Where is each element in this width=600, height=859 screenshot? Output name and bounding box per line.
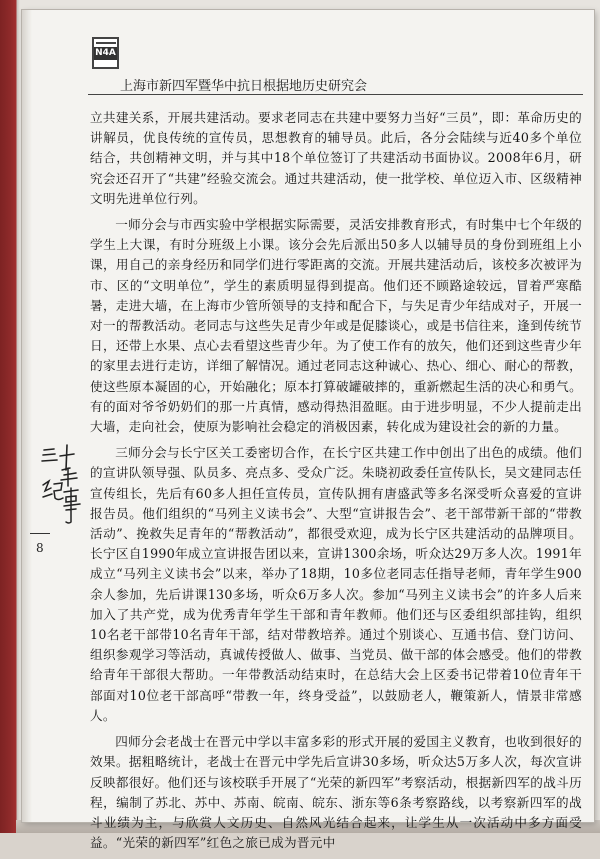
n4a-logo: [92, 37, 119, 69]
header-divider: [88, 94, 583, 95]
running-header-title: 上海市新四军暨华中抗日根据地历史研究会: [120, 79, 368, 94]
paragraph-3: 三师分会与长宁区关工委密切合作，在长宁区共建工作中创出了出色的成绩。他们的宣讲队领导强、队员多、亮点多、受众广泛。朱晓初政委任宣传队长，吴文建同志任宣传组长，先后有60多人担任宣传员，宣传队拥有唐盛武等多名深受听众喜爱的宣讲报告员。他们组织的“马列主义读书会”、大型“宣讲报告会”、老干部带新干部的“带教活动”、挽救失足青年的“帮教活动”，都很受欢迎，成为长宁区共建活动的品牌项目。长宁区自1990年成立宣讲报告团以来，宣讲1300余场，听众达29万多人次。1991年成立“马列主义读书会”以来，举办了18期，10多位老同志任指导老师，青年学生900余人参加，先后讲课130多场，听众6万多人次。参加“马列主义读书会”的许多人后来加入了共产党，成为优秀青年学生干部和青年教师。他们还与区委组织部挂钩，组织10名老干部带10名青年干部，结对带教培养。通过个别谈心、互通书信、登门访问、组织参观学习等活动，真诚传授做人、做事、当党员、做干部的体会感受。他们的带教给青年干部很大帮助。一年带教活动结束时，在总结大会上区委书记带着10位青年干部面对10位老干部高呼“带教一年，终身受益”，以鼓励老人，鞭策新人，情景非常感人。: [90, 445, 582, 723]
page-number: 8: [36, 541, 44, 555]
paragraph-2: 一师分会与市西实验中学根据实际需要，灵活安排教育形式，有时集中七个年级的学生上大课，有时分班级上小课。该分会先后派出50多人以辅导员的身份到班组上小课，用自己的亲身经历和同学们进行零距离的交流。开展共建活动后，该校多次被评为市、区的“文明单位”，学生的素质明显得到提高。他们还不顾路途较远，冒着严寒酷暑，走进大墙，在上海市少管所领导的支持和配合下，与失足青少年结成对子，开展一对一的帮教活动。老同志与这些失足青少年或是促膝谈心，或是书信往来，逢到传统节日，还带上水果、点心去看望这些青少年。为了使工作有的放矢，他们还到这些青少年的家里去进行走访，详细了解情况。通过老同志这种诚心、热心、细心、耐心的帮教，使这些原本凝固的心，开始融化；原本打算破罐破摔的，重新燃起生活的决心和勇气。有的面对爷爷奶奶们的那一片真情，感动得热泪盈眶。由于进步明显，不少人提前走出大墙，走向社会，使原为影响社会稳定的消极因素，转化成为建设社会的新的力量。: [90, 217, 582, 435]
calligraphy-side-mark: [38, 440, 82, 525]
logo-stripe: [96, 42, 116, 44]
page-number-rule: [30, 533, 50, 534]
logo-text: N4A: [95, 48, 116, 58]
article-body: [90, 108, 582, 859]
paragraph-1: 立共建关系，开展共建活动。要求老同志在共建中要努力当好“三员”，即：革命历史的讲解员，优良传统的宣传员，思想教育的辅导员。此后，各分会陆续与近40多个单位结合，共创精神文明，并与其中18个单位签订了共建活动书面协议。2008年6月，研究会还召开了“共建”经验交流会。通过共建活动，使一批学校、单位迈入市、区级精神文明先进单位行列。: [90, 110, 582, 206]
paragraph-4: 四师分会老战士在晋元中学以丰富多彩的形式开展的爱国主义教育，也收到很好的效果。据粗略统计，老战士在晋元中学先后宣讲30多场，听众达5万多人次，每次宣讲反映都很好。他们还与该校联手开展了“光荣的新四军”考察活动，根据新四军的战斗历程，编制了苏北、苏中、苏南、皖南、皖东、浙东等6条考察路线，以考察新四军的战斗业绩为主，与欣赏人文历史、自然风光结合起来，让学生从一次活动中多方面受益。“光荣的新四军”红色之旅已成为晋元中: [90, 734, 582, 851]
